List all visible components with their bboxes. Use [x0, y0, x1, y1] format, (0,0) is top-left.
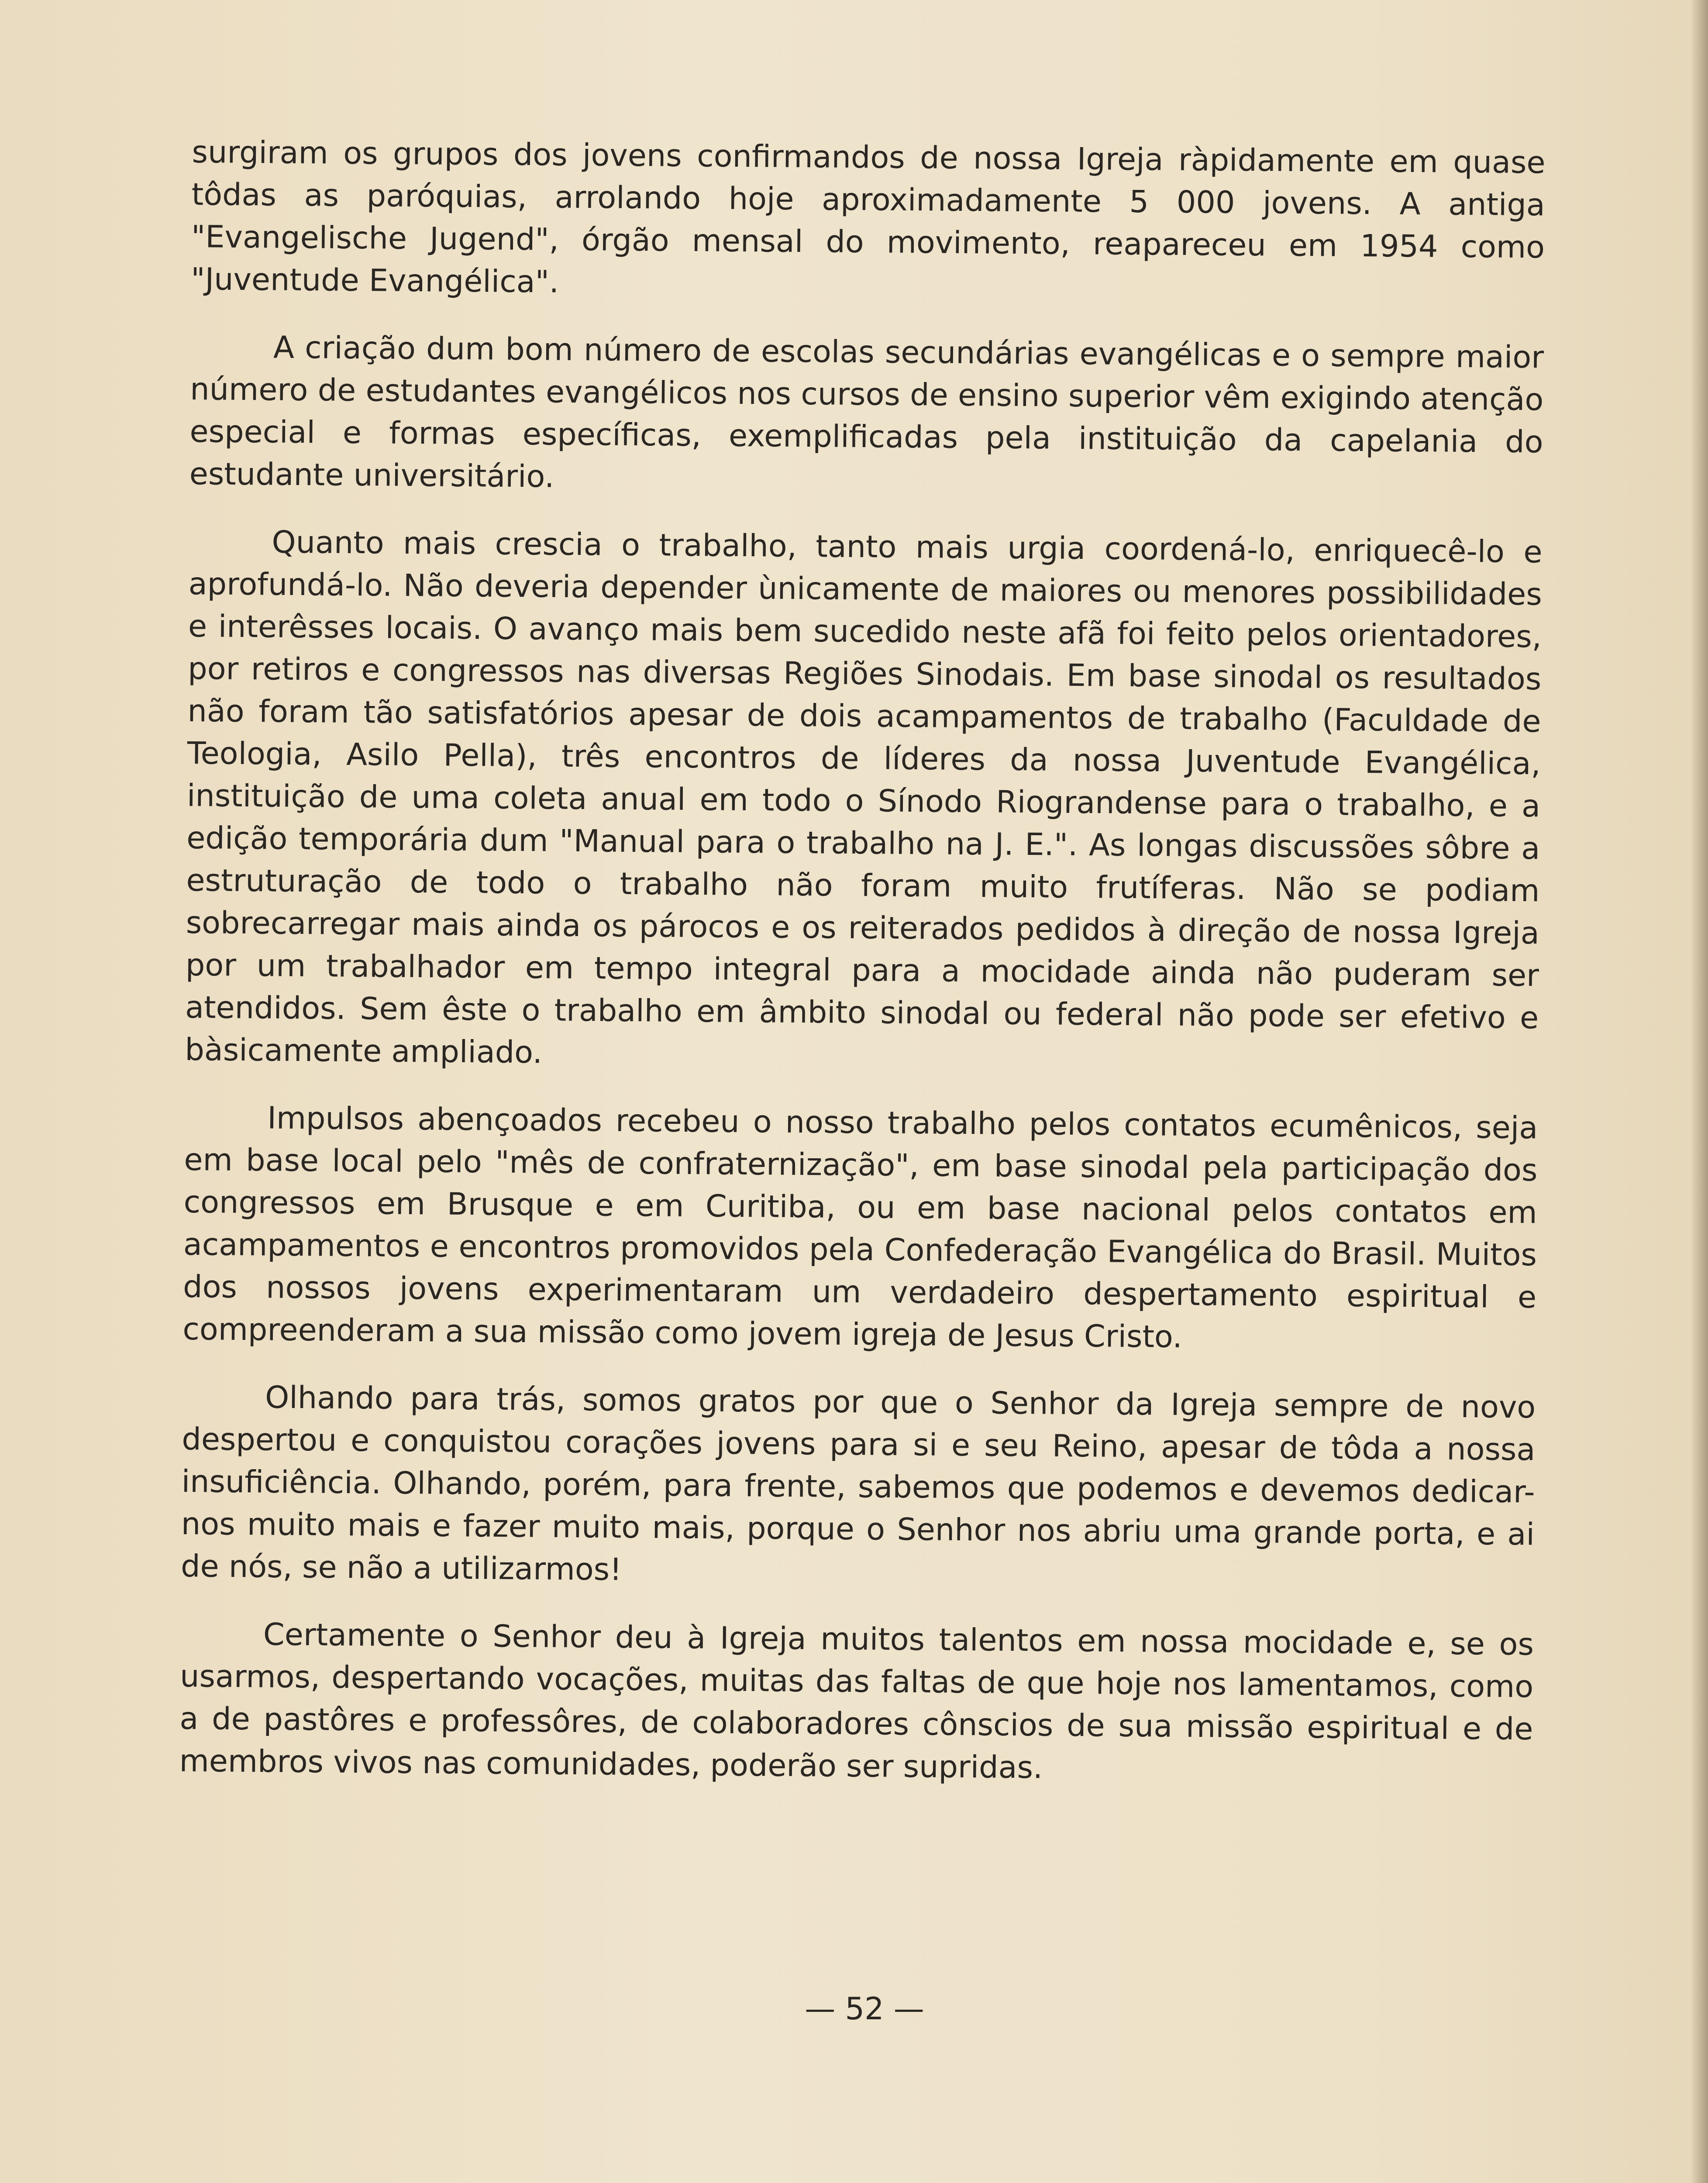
- paragraph-1: surgiram os grupos dos jovens confirmandos de nossa Igreja ràpidamente em quase tôdas as paróquias, arrolando hoje aproximadamente 5 000 jovens. A antiga "Evangelische Jugend", órgão mensal do movimento, reapareceu em 1954 como "Juventude Evangélica".: [191, 134, 1546, 300]
- paragraph-5: Olhando para trás, somos gratos por que o Senhor da Igreja sempre de novo despertou e conquistou corações jovens para si e seu Reino, apesar de tôda a nossa insuficiência. Olhando, porém, para frente, sabemos que podemos e devemos dedicar-nos muito mais e fazer muito mais, porque o Senhor nos abriu uma grande porta, e ai de nós, se não a utilizarmos!: [180, 1379, 1536, 1587]
- paragraph-3: Quanto mais crescia o trabalho, tanto mais urgia coordená-lo, enriquecê-lo e aprofundá-lo. Não deveria depender ùnicamente de maiores ou menores possibilidades e interêsses locais. O avanço mais bem sucedido neste afã foi feito pelos orientadores, por retiros e congressos nas diversas Regiões Sinodais. Em base sinodal os resultados não foram tão satisfatórios apesar de dois acampamentos de trabalho (Faculdade de Teologia, Asilo Pella), três encontros de líderes da nossa Juventude Evangélica, instituição de uma coleta anual em todo o Sínodo Riograndense para o trabalho, e a edição temporária dum "Manual para o trabalho na J. E.". As longas discussões sôbre a estruturação de todo o trabalho não foram muito frutíferas. Não se podiam sobrecarregar mais ainda os párocos e os reiterados pedidos à direção de nossa Igreja por um trabalhador em tempo integral para a mocidade ainda não puderam ser atendidos. Sem êste o trabalho em âmbito sinodal ou federal não pode ser efetivo e bàsicamente ampliado.: [185, 524, 1543, 1071]
- paragraph-2: A criação dum bom número de escolas secundárias evangélicas e o sempre maior número de estudantes evangélicos nos cursos de ensino superior vêm exigindo atenção especial e formas específicas, exemplificadas pela instituição da capelania do estudante universitário.: [189, 329, 1544, 495]
- body-text: [179, 131, 1546, 1818]
- page-edge-shadow: [1691, 0, 1708, 2183]
- paragraph-6: Certamente o Senhor deu à Igreja muitos talentos em nossa mocidade e, se os usarmos, despertando vocações, muitas das faltas de que hoje nos lamentamos, como a de pastôres e professôres, de colaboradores cônscios de sua missão espiritual e de membros vivos nas comunidades, poderão ser supridas.: [179, 1616, 1534, 1786]
- page-number: — 52 —: [805, 1991, 924, 2027]
- paragraph-4: Impulsos abençoados recebeu o nosso trabalho pelos contatos ecumênicos, seja em base local pelo "mês de confraternização", em base sinodal pela participação dos congressos em Brusque e em Curitiba, ou em base nacional pelos contatos em acampamentos e encontros promovidos pela Confederação Evangélica do Brasil. Muitos dos nossos jovens experimentaram um verdadeiro despertamento espiritual e compreenderam a sua missão como jovem igreja de Jesus Cristo.: [183, 1100, 1538, 1355]
